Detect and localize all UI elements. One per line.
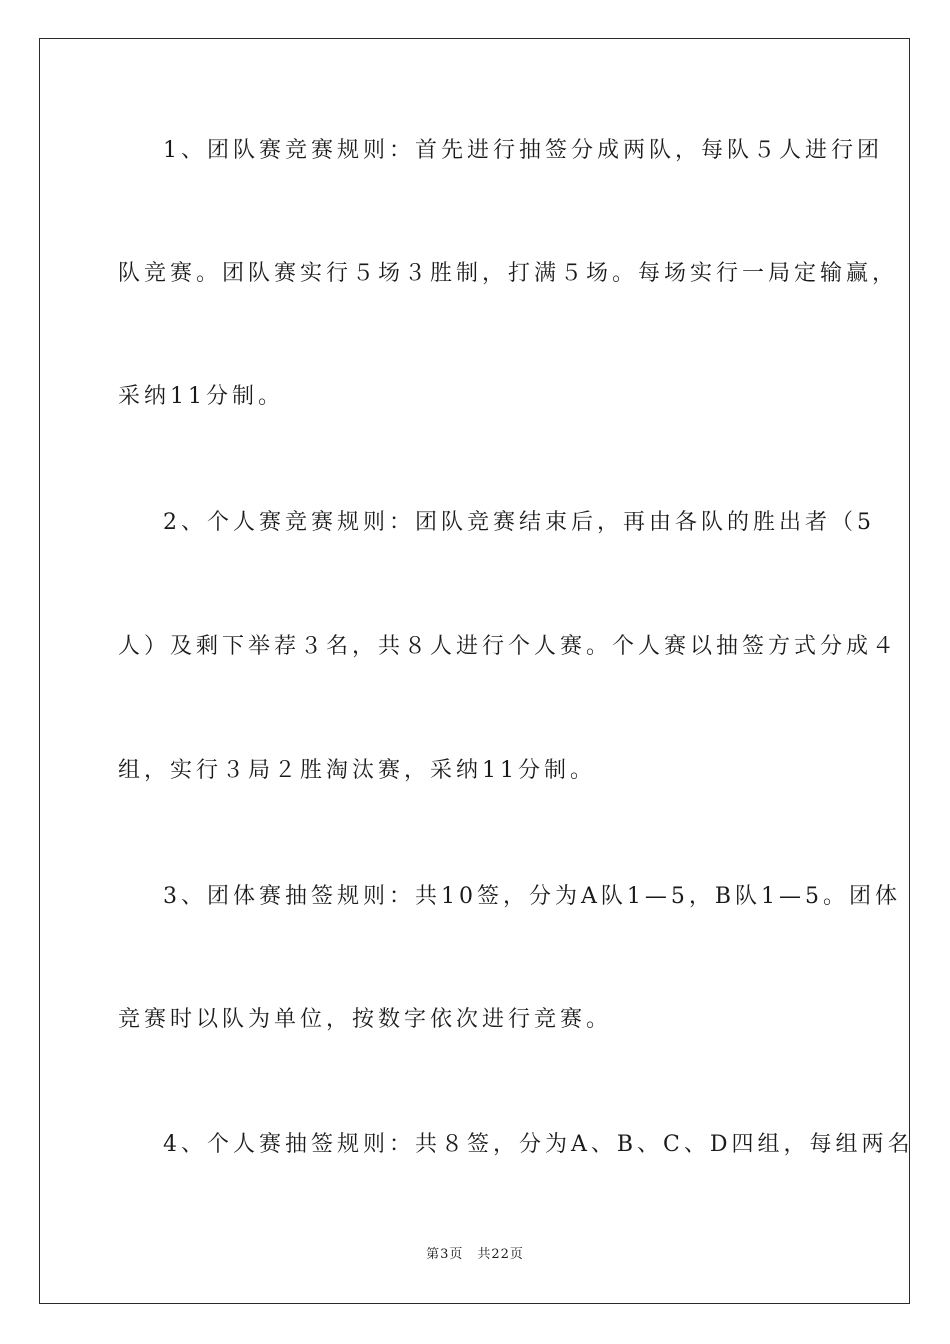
paragraph-line: 组，实行３局２胜淘汰赛，采纳11分制。	[118, 758, 596, 783]
paragraph-line: 竞赛时以队为单位，按数字依次进行竞赛。	[118, 1007, 613, 1032]
paragraph-line: 2、个人赛竞赛规则：团队竞赛结束后，再由各队的胜出者（5	[163, 510, 875, 535]
paragraph-line: 1、团队赛竞赛规则：首先进行抽签分成两队，每队５人进行团	[163, 138, 883, 163]
paragraph-line: 人）及剩下举荐３名，共８人进行个人赛。个人赛以抽签方式分成４	[118, 634, 899, 659]
page-number-footer: 第3页 共22页	[426, 1247, 524, 1262]
page-frame	[39, 38, 914, 1304]
paragraph-line: 3、团体赛抽签规则：共10签，分为A队1—5，B队1—5。团体	[163, 884, 902, 909]
paragraph-line: 4、个人赛抽签规则：共８签，分为A、B、C、D四组，每组两名	[163, 1132, 914, 1157]
paragraph-line: 采纳11分制。	[118, 384, 284, 409]
paragraph-line: 队竞赛。团队赛实行５场３胜制，打满５场。每场实行一局定输赢，	[118, 261, 899, 286]
